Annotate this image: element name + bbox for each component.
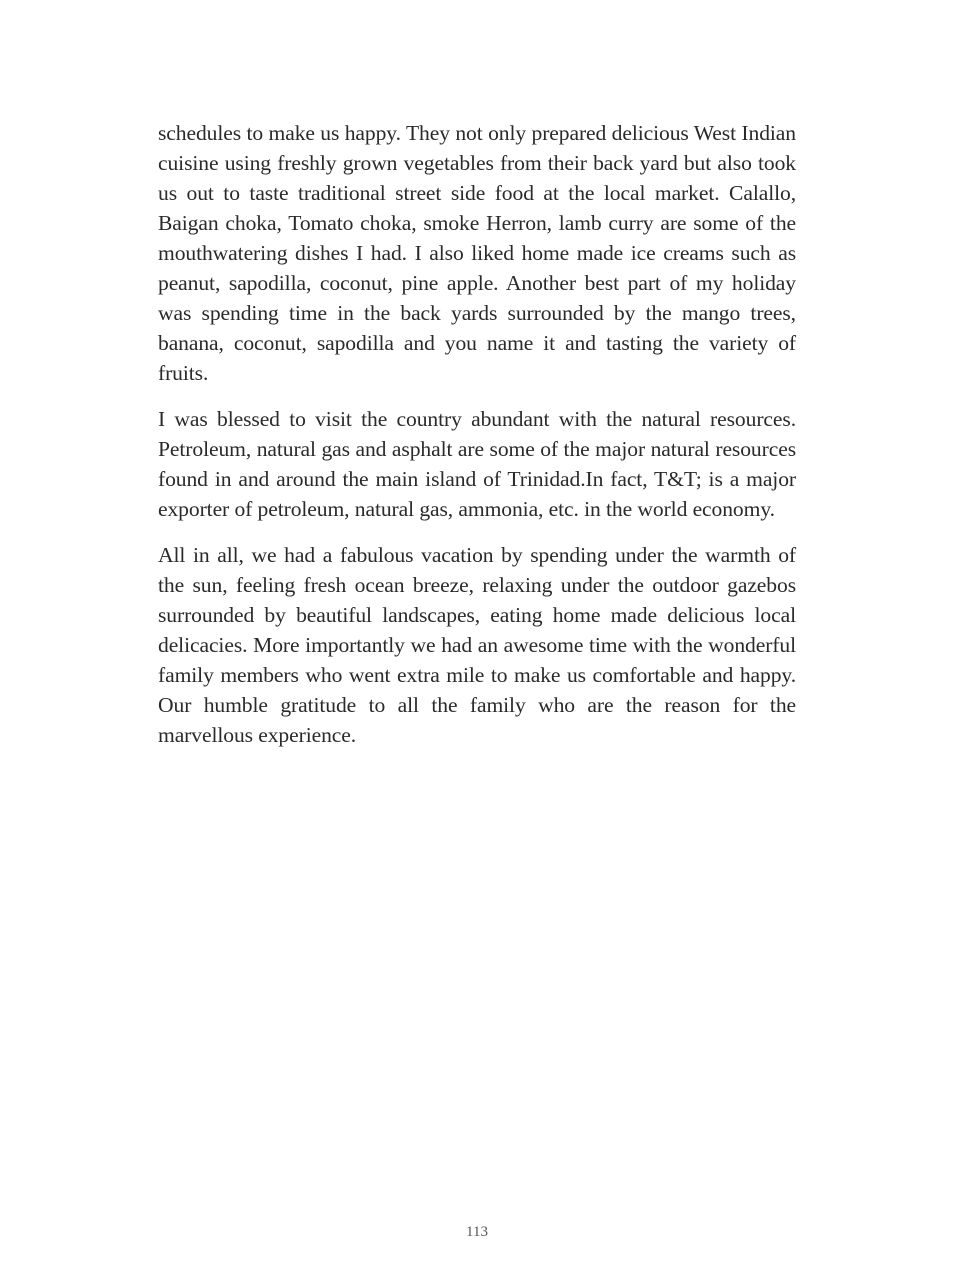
- body-text: [158, 118, 796, 766]
- paragraph-3: All in all, we had a fabulous vacation by spending under the warmth of the sun, feeling fresh ocean breeze, relaxing under the outdoor gazebos surrounded by beautiful landscapes, eating home made delicious local delicacies. More importantly we had an awesome time with the wonderful family members who went extra mile to make us comfortable and happy. Our humble gratitude to all the family who are the reason for the marvellous experience.: [158, 543, 796, 747]
- paragraph-1: schedules to make us happy. They not only prepared delicious West Indian cuisine using freshly grown vegetables from their back yard but also took us out to taste traditional street side food at the local market. Calallo, Baigan choka, Tomato choka, smoke Herron, lamb curry are some of the mouthwatering dishes I had. I also liked home made ice creams such as peanut, sapodilla, coconut, pine apple. Another best part of my holiday was spending time in the back yards surrounded by the mango trees, banana, coconut, sapodilla and you name it and tasting the variety of fruits.: [158, 121, 796, 385]
- page-number: 113: [466, 1224, 488, 1240]
- paragraph-2: I was blessed to visit the country abundant with the natural resources. Petroleum, natural gas and asphalt are some of the major natural resources found in and around the main island of Trinidad.In fact, T&T; is a major exporter of petroleum, natural gas, ammonia, etc. in the world economy.: [158, 407, 796, 521]
